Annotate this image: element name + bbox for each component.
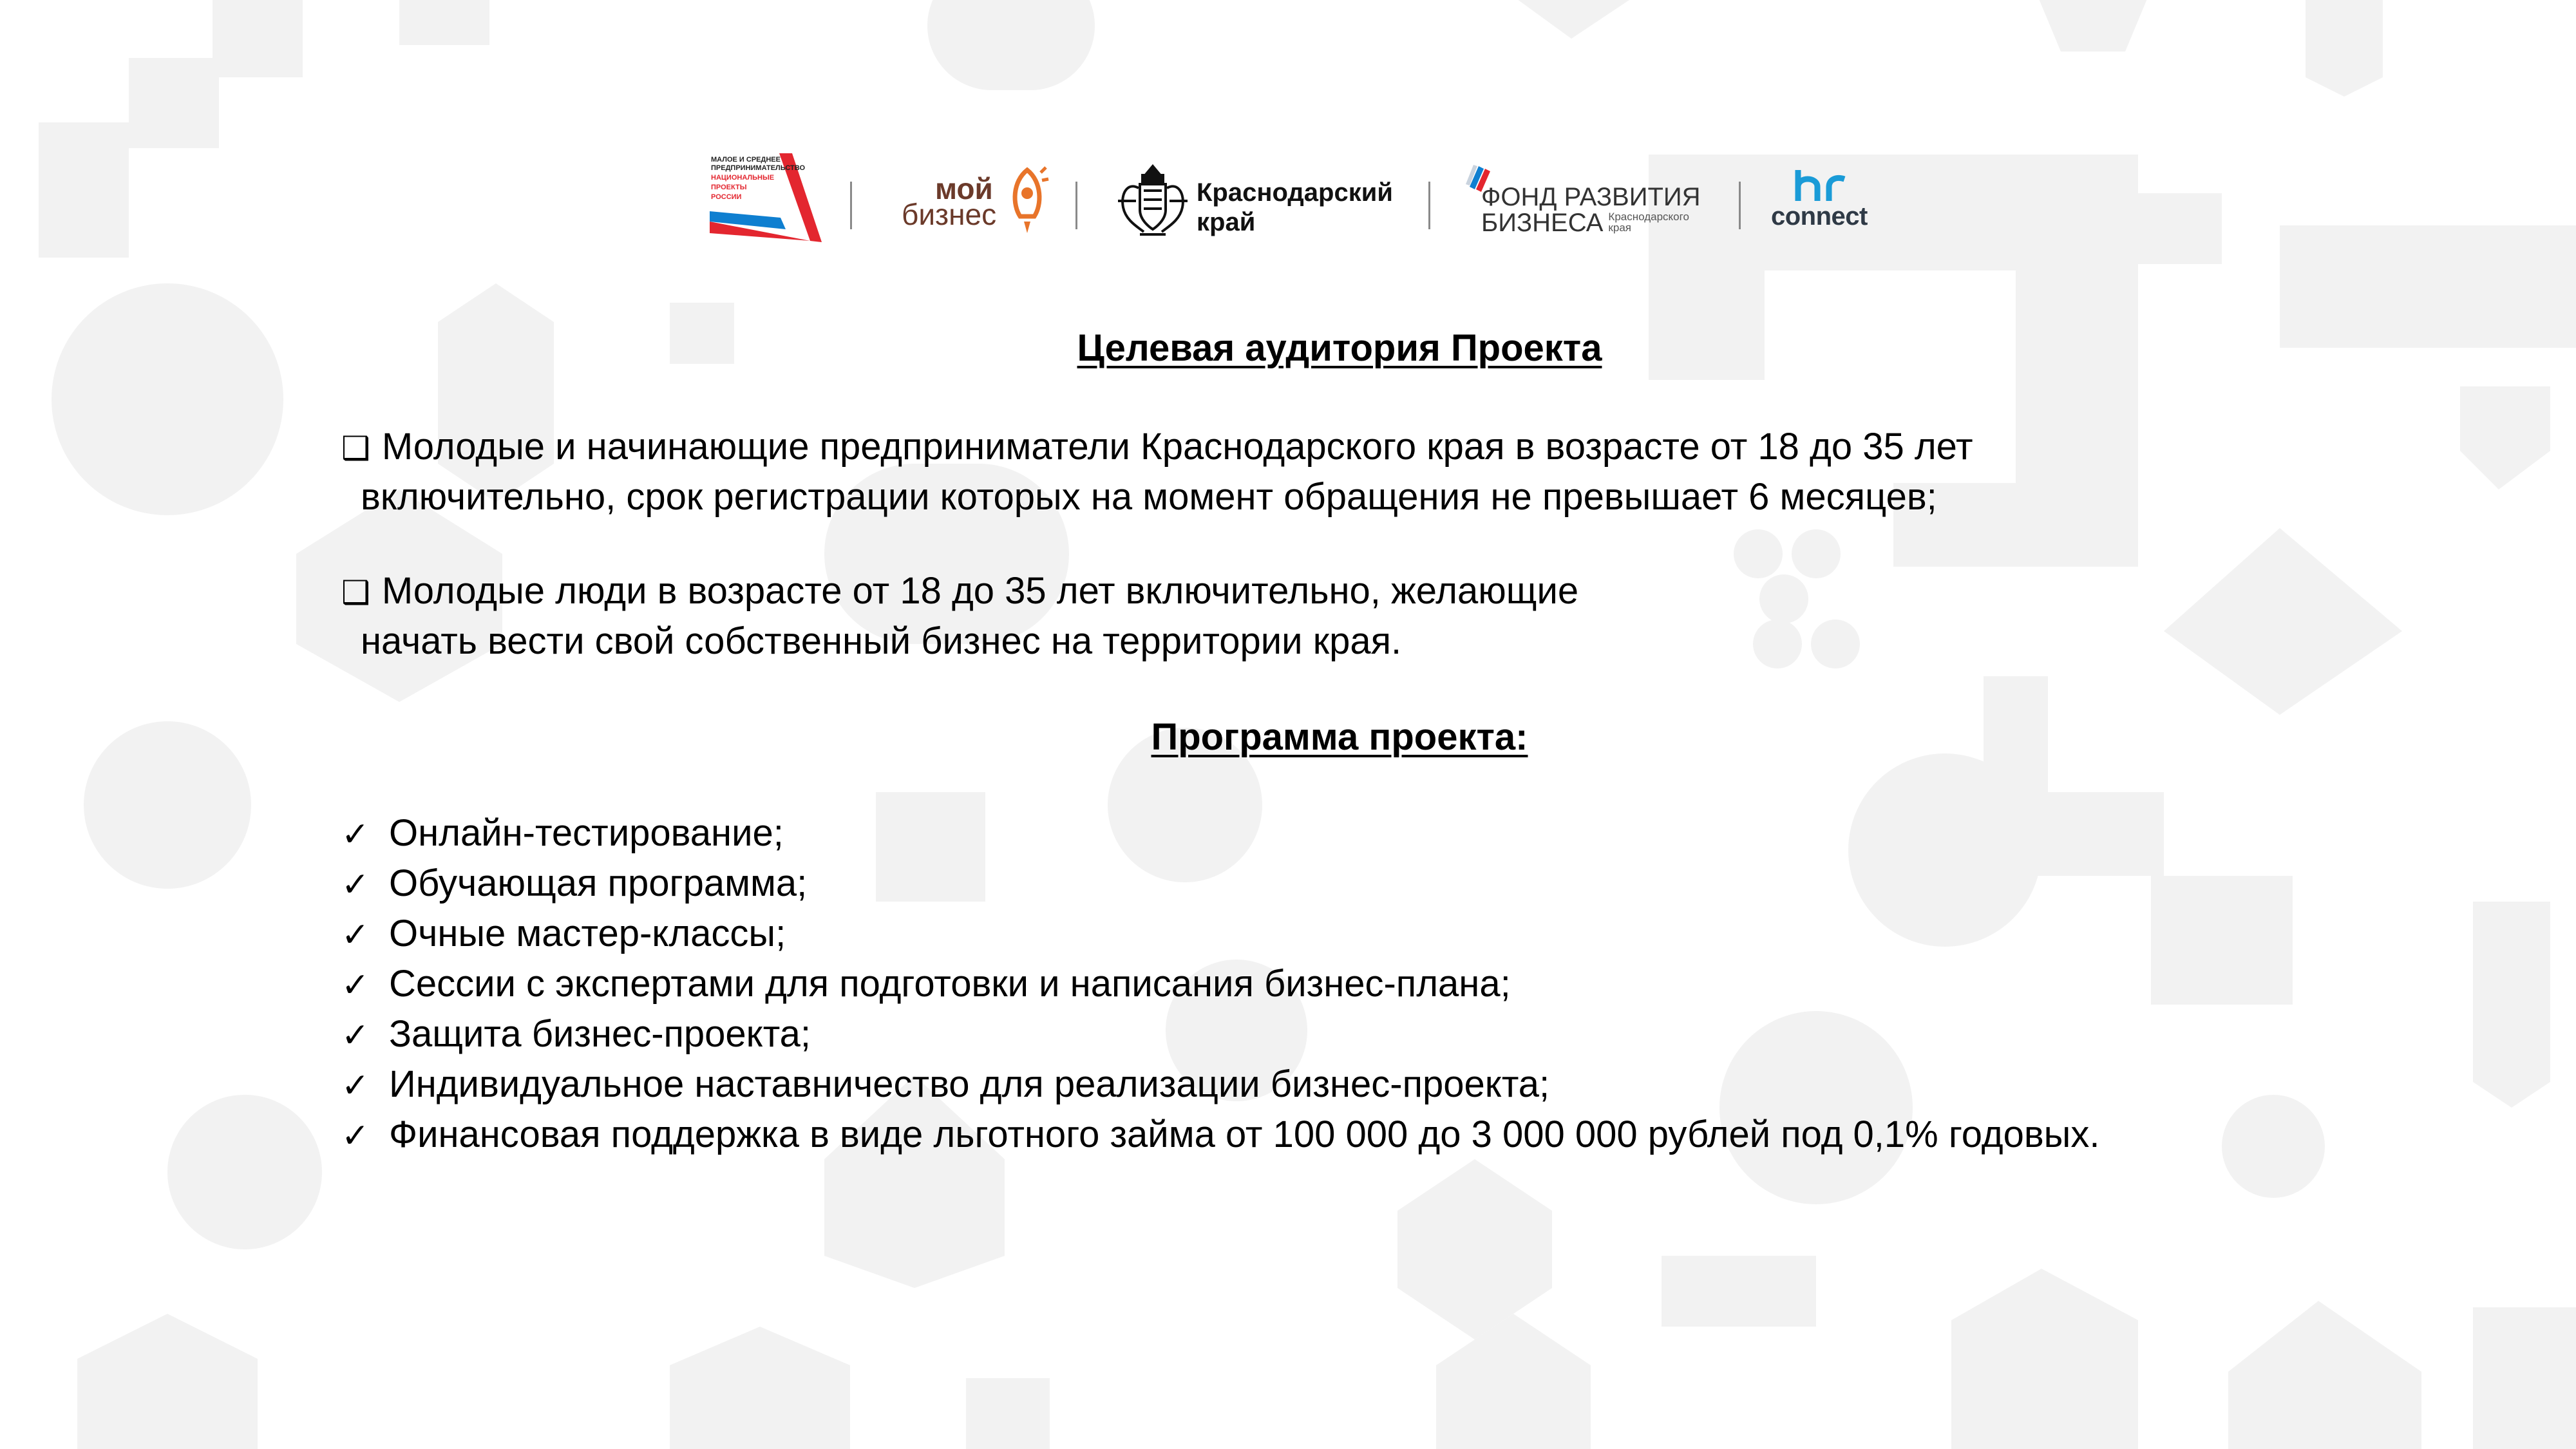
moy-biznes-word1: мой bbox=[935, 172, 993, 205]
natsproekty-line5: РОССИИ bbox=[711, 193, 742, 201]
natsproekty-line2: ПРЕДПРИНИМАТЕЛЬСТВО bbox=[711, 164, 805, 172]
checkmark-icon: ✓ bbox=[341, 1016, 370, 1055]
fond-line1: ФОНД РАЗВИТИЯ bbox=[1481, 183, 1701, 211]
program-heading bbox=[52, 715, 2576, 760]
list-item bbox=[341, 809, 2099, 859]
list-item bbox=[341, 909, 2099, 960]
list-item bbox=[341, 1060, 2099, 1110]
checkbox-bullet-icon: ❑ bbox=[341, 430, 370, 467]
audience-item-line2: начать вести свой собственный бизнес на территории края. bbox=[361, 620, 1402, 662]
checkmark-icon: ✓ bbox=[341, 815, 370, 854]
fond-small1: Краснодарского bbox=[1608, 211, 1689, 223]
program-item-text: Финансовая поддержка в виде льготного займа от 100 000 до 3 000 000 рублей под 0,1% годовых. bbox=[389, 1113, 2100, 1155]
program-item-text: Защита бизнес-проекта; bbox=[389, 1013, 811, 1055]
program-item-text: Сессии с экспертами для подготовки и написания бизнес-плана; bbox=[389, 963, 1511, 1005]
krasnodar-line1: Краснодарский bbox=[1197, 178, 1393, 207]
program-item-text: Обучающая программа; bbox=[389, 862, 808, 904]
program-item-text: Индивидуальное наставничество для реализации бизнес-проекта; bbox=[389, 1063, 1550, 1105]
program-item-text: Онлайн-тестирование; bbox=[389, 812, 784, 854]
fond-small2: края bbox=[1608, 222, 1631, 234]
audience-heading-text: Целевая аудитория Проекта bbox=[1077, 327, 1602, 369]
checkmark-icon: ✓ bbox=[341, 1117, 370, 1155]
list-item bbox=[341, 1010, 2099, 1060]
audience-item-line1: Молодые и начинающие предприниматели Краснодарского края в возрасте от 18 до 35 лет bbox=[381, 426, 1973, 468]
list-item bbox=[341, 1110, 2099, 1160]
checkmark-icon: ✓ bbox=[341, 916, 370, 954]
audience-item-line1: Молодые люди в возрасте от 18 до 35 лет включительно, желающие bbox=[381, 570, 1579, 612]
natsproekty-line4: ПРОЕКТЫ bbox=[711, 184, 747, 191]
audience-item bbox=[341, 422, 1973, 521]
audience-item-line2: включительно, срок регистрации которых на момент обращения не превышает 6 месяцев; bbox=[361, 476, 1937, 518]
krasnodar-line2: край bbox=[1197, 208, 1256, 236]
list-item bbox=[341, 859, 2099, 909]
checkbox-bullet-icon: ❑ bbox=[341, 574, 370, 611]
natsproekty-line3: НАЦИОНАЛЬНЫЕ bbox=[711, 174, 775, 182]
audience-heading bbox=[52, 326, 2576, 371]
fond-line2-text: БИЗНЕСА bbox=[1481, 209, 1604, 237]
hr-connect-word: connect bbox=[1771, 202, 1868, 231]
checkmark-icon: ✓ bbox=[341, 966, 370, 1005]
program-item-text: Очные мастер-классы; bbox=[389, 913, 786, 954]
program-heading-text: Программа проекта: bbox=[1151, 716, 1528, 758]
program-list bbox=[341, 809, 2099, 1160]
moy-biznes-word2: бизнес bbox=[902, 198, 997, 231]
list-item bbox=[341, 960, 2099, 1010]
audience-item bbox=[341, 567, 1578, 665]
checkmark-icon: ✓ bbox=[341, 1066, 370, 1105]
checkmark-icon: ✓ bbox=[341, 866, 370, 904]
natsproekty-line1: МАЛОЕ И СРЕДНЕЕ bbox=[711, 156, 781, 164]
